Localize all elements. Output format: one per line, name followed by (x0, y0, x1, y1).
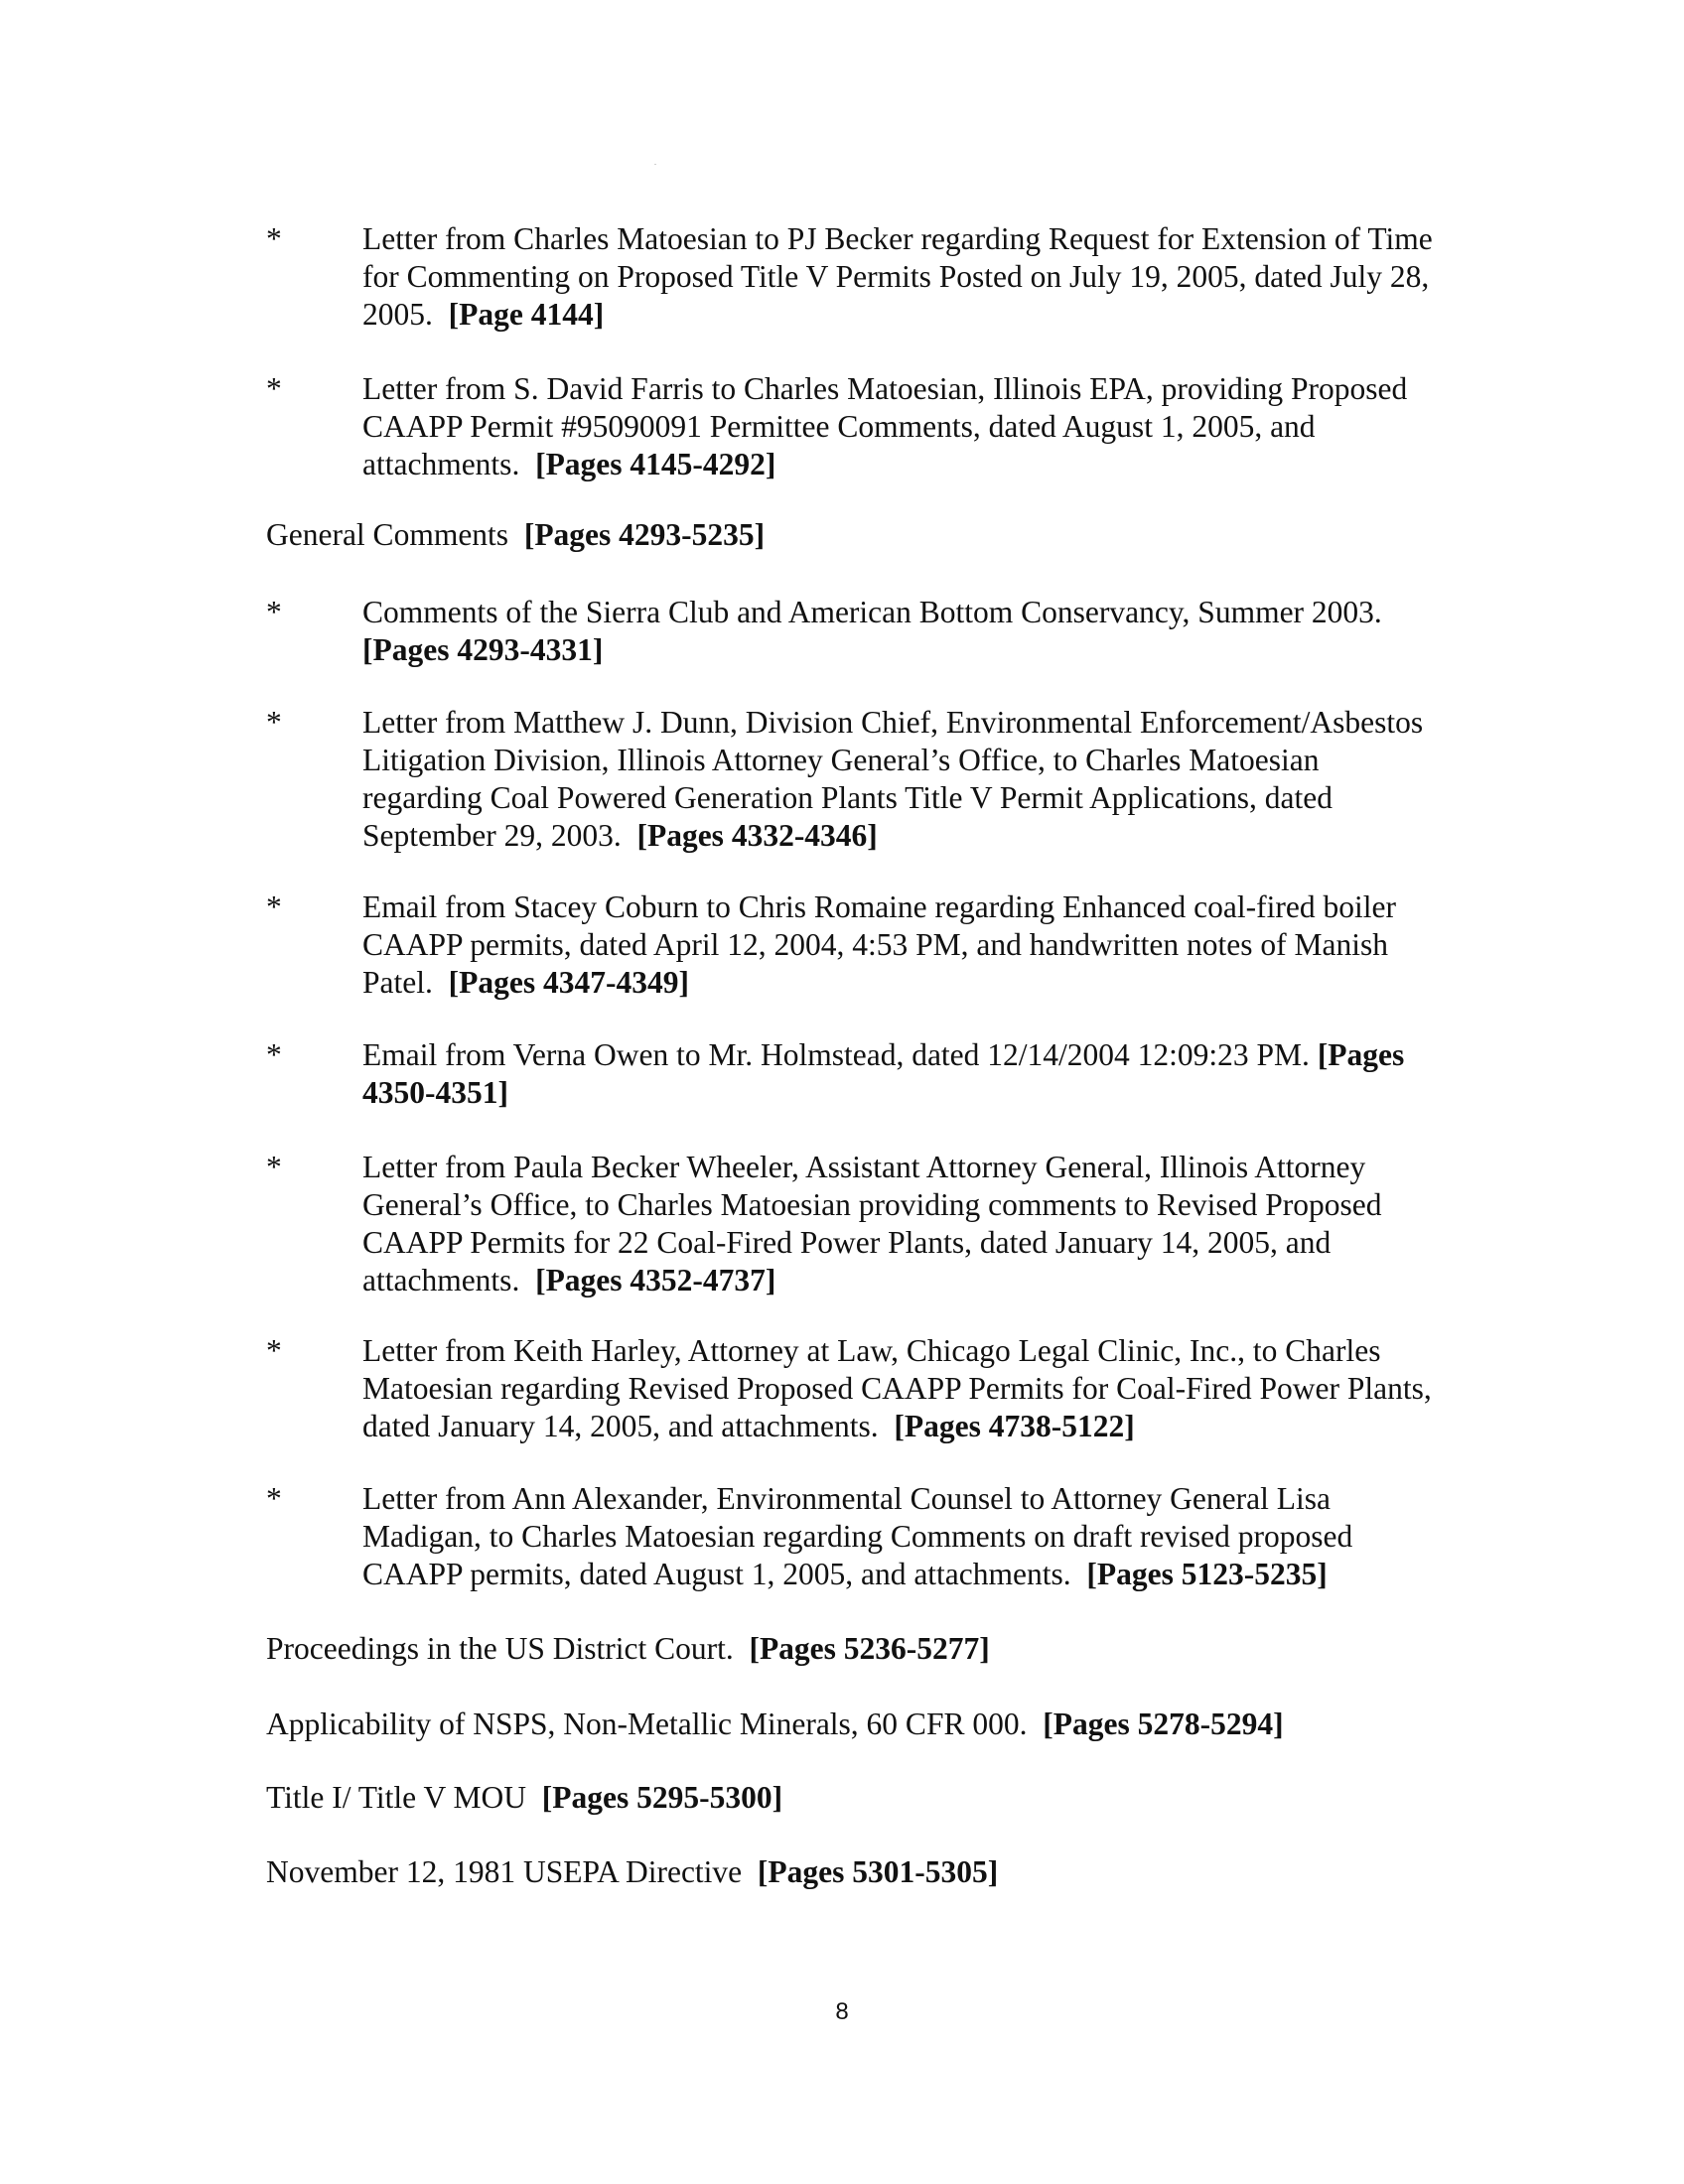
scan-speck (654, 164, 656, 165)
page-ref: [Pages 5123-5235] (1086, 1557, 1328, 1591)
bullet-asterisk: * (266, 1150, 282, 1184)
page-ref: [Pages 4350-4351] (362, 1037, 1405, 1110)
page-ref: [Pages 4347-4349] (448, 965, 689, 1000)
page-ref: [Pages 5301-5305] (757, 1854, 999, 1889)
bullet-asterisk: * (266, 371, 282, 406)
page-ref: [Pages 5295-5300] (541, 1780, 783, 1815)
bullet-asterisk: * (266, 221, 282, 256)
item-text: Letter from Paula Becker Wheeler, Assistant Attorney General, Illinois Attorney General’s Office, to Charles Matoesian providing comments to Revised Proposed CAAPP Permits for 22 Coal-Fired Power Plants, dated January 14, 2005, and attachments. [Pages 4352-4737] (362, 1150, 1382, 1297)
item-text: Letter from Ann Alexander, Environmental Counsel to Attorney General Lisa Madigan, to Charles Matoesian regarding Comments on draft revised proposed CAAPP permits, dated August 1, 2005, and attachments. [Pages 5123-5235] (362, 1481, 1353, 1591)
section-heading: November 12, 1981 USEPA Directive [Pages 5301-5305] (266, 1854, 999, 1889)
page-ref: [Pages 4738-5122] (894, 1409, 1135, 1443)
section-heading: Title I/ Title V MOU [Pages 5295-5300] (266, 1780, 783, 1815)
page-number: 8 (835, 1998, 849, 2025)
page-ref: [Pages 4293-5235] (523, 517, 766, 552)
bullet-asterisk: * (266, 1037, 282, 1072)
section-heading: General Comments [Pages 4293-5235] (266, 517, 766, 552)
page-ref: [Pages 5236-5277] (749, 1631, 990, 1666)
bullet-asterisk: * (266, 1481, 282, 1516)
page-ref: [Page 4144] (448, 297, 605, 332)
bullet-asterisk: * (266, 595, 282, 629)
item-text: Email from Stacey Coburn to Chris Romaine regarding Enhanced coal-fired boiler CAAPP permits, dated April 12, 2004, 4:53 PM, and handwritten notes of Manish Patel. [Pages 4347-4349] (362, 889, 1396, 1000)
bullet-asterisk: * (266, 1333, 282, 1368)
bullet-asterisk: * (266, 889, 282, 924)
item-text: Letter from Matthew J. Dunn, Division Chief, Environmental Enforcement/Asbestos Litigation Division, Illinois Attorney General’s Office, to Charles Matoesian regarding Coal Powered Generation Plants Title V Permit Applications, dated September 29, 2003. [Pages 4332-4346] (362, 705, 1424, 853)
bullet-asterisk: * (266, 705, 282, 740)
section-heading: Applicability of NSPS, Non-Metallic Minerals, 60 CFR 000. [Pages 5278-5294] (266, 1706, 1284, 1741)
item-text: Letter from Keith Harley, Attorney at Law, Chicago Legal Clinic, Inc., to Charles Matoesian regarding Revised Proposed CAAPP Permits for Coal-Fired Power Plants, dated January 14, 2005, and attachments. [Pages 4738-5122] (362, 1333, 1432, 1443)
page-ref: [Pages 4352-4737] (535, 1263, 776, 1297)
page-ref: [Pages 5278-5294] (1043, 1706, 1284, 1741)
item-text: Letter from S. David Farris to Charles Matoesian, Illinois EPA, providing Proposed CAAPP Permit #95090091 Permittee Comments, dated August 1, 2005, and attachments. [Pages 4145-4292] (362, 371, 1408, 481)
page-ref: [Pages 4332-4346] (636, 818, 878, 853)
section-heading: Proceedings in the US District Court. [Pages 5236-5277] (266, 1631, 990, 1666)
page-ref: [Pages 4293-4331] (362, 632, 604, 667)
page-ref: [Pages 4145-4292] (535, 447, 776, 481)
item-text: Comments of the Sierra Club and American Bottom Conservancy, Summer 2003. [Pages 4293-4331] (362, 595, 1382, 667)
item-text: Email from Verna Owen to Mr. Holmstead, dated 12/14/2004 12:09:23 PM. [Pages 4350-4351] (362, 1037, 1405, 1110)
item-text: Letter from Charles Matoesian to PJ Becker regarding Request for Extension of Time for Commenting on Proposed Title V Permits Posted on July 19, 2005, dated July 28, 2005. [Page 4144] (362, 221, 1433, 332)
